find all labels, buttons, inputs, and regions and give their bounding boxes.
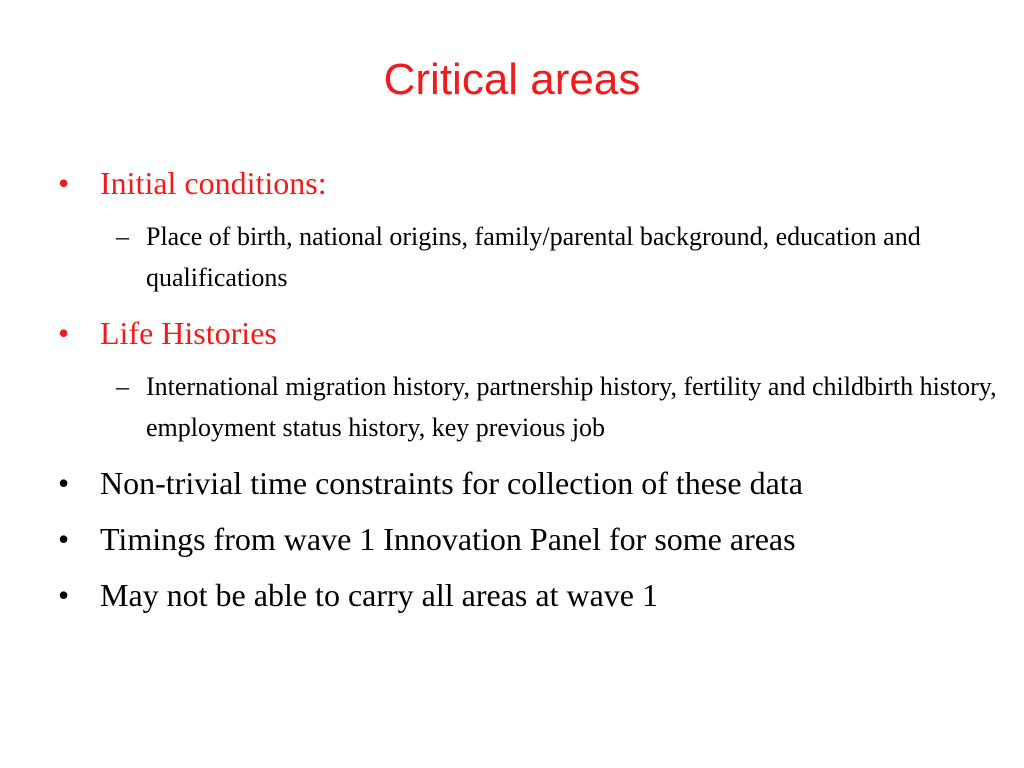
bullet-icon: • xyxy=(58,577,70,613)
slide-title: Critical areas xyxy=(383,55,641,104)
bullet-list xyxy=(58,162,998,630)
sub-bullet-text: Place of birth, national origins, family/parental background, education and qualifications xyxy=(146,222,921,292)
bullet-text: Initial conditions: xyxy=(100,165,327,201)
bullet-text: Life Histories xyxy=(100,315,277,351)
bullet-item-initial-conditions xyxy=(58,162,998,204)
bullet-icon: • xyxy=(58,165,70,201)
bullet-icon: • xyxy=(58,465,70,501)
sub-bullet-item-life-histories xyxy=(58,366,998,448)
bullet-icon: • xyxy=(58,521,70,557)
bullet-text: Non-trivial time constraints for collection of these data xyxy=(100,465,803,501)
dash-icon: – xyxy=(116,222,129,251)
bullet-text: Timings from wave 1 Innovation Panel for some areas xyxy=(100,521,796,557)
bullet-item-life-histories xyxy=(58,312,998,354)
sub-bullet-item-initial-conditions xyxy=(58,216,998,298)
bullet-icon: • xyxy=(58,315,70,351)
dash-icon: – xyxy=(116,372,129,401)
bullet-text: May not be able to carry all areas at wave 1 xyxy=(100,577,658,613)
bullet-item-wave-1-areas xyxy=(58,574,998,616)
bullet-item-timings xyxy=(58,518,998,560)
sub-bullet-text: International migration history, partnership history, fertility and childbirth history, employment status history, key previous job xyxy=(146,372,997,442)
bullet-item-time-constraints xyxy=(58,462,998,504)
